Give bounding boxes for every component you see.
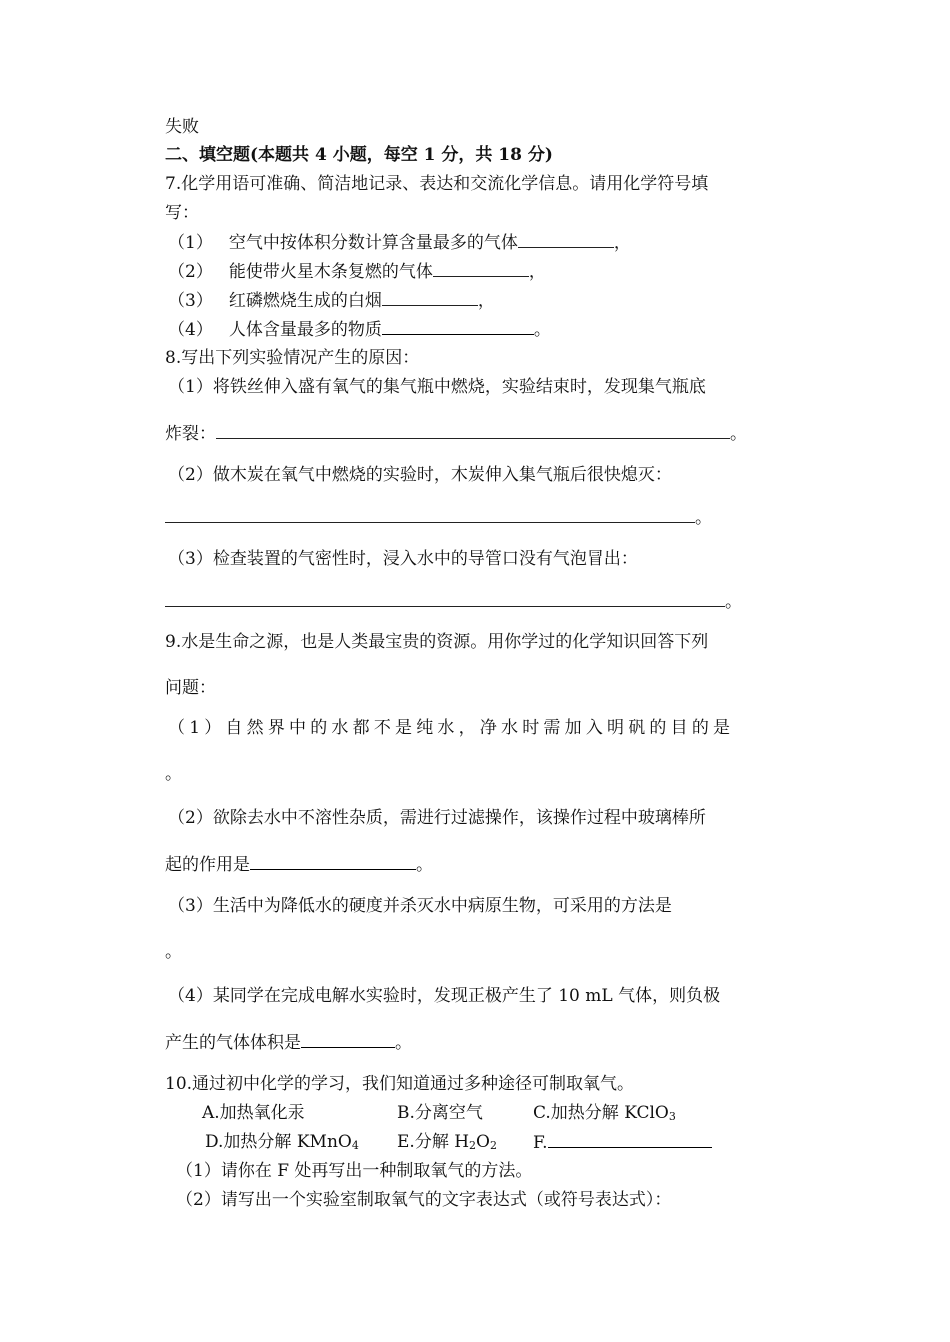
question-9-3: （3）生活中为降低水的硬度并杀灭水中病原生物，可采用的方法是 <box>168 896 672 916</box>
answer-blank[interactable] <box>518 230 614 248</box>
answer-blank[interactable] <box>548 1130 712 1148</box>
question-10-1: （1）请你在 F 处再写出一种制取氧气的方法。 <box>176 1161 533 1181</box>
punct: 。 <box>695 508 712 528</box>
punct: 。 <box>395 1033 412 1053</box>
option-e <box>397 1130 497 1158</box>
question-8-1-answer-line <box>165 421 747 446</box>
question-9-2: （2）欲除去水中不溶性杂质，需进行过滤操作，该操作过程中玻璃棒所 <box>168 808 706 828</box>
subscript: 4 <box>351 1139 359 1152</box>
answer-blank[interactable] <box>382 317 534 335</box>
item-text: 红磷燃烧生成的白烟 <box>228 291 382 311</box>
option-d-text: D.加热分解 KMnO <box>205 1132 352 1152</box>
item-text: 人体含量最多的物质 <box>228 320 382 340</box>
question-7-2 <box>168 259 546 284</box>
subscript: 3 <box>668 1110 676 1123</box>
punct: 。 <box>725 592 742 612</box>
question-8-1: （1）将铁丝伸入盛有氧气的集气瓶中燃烧，实验结束时，发现集气瓶底 <box>168 377 706 397</box>
question-7-3 <box>168 288 495 313</box>
option-e-text: E.分解 H <box>397 1132 470 1152</box>
question-9-3-end: 。 <box>165 942 182 962</box>
option-f-text: F. <box>533 1133 548 1153</box>
punct: 。 <box>533 320 551 340</box>
answer-blank[interactable] <box>216 421 730 439</box>
answer-blank[interactable] <box>433 259 529 277</box>
question-9-stem: 9.水是生命之源，也是人类最宝贵的资源。用你学过的化学知识回答下列 <box>165 632 709 652</box>
question-10-stem: 10.通过初中化学的学习，我们知道通过多种途径可制取氧气。 <box>165 1074 635 1094</box>
subscript: 2 <box>469 1139 477 1152</box>
question-9-4: （4）某同学在完成电解水实验时，发现正极产生了 10 mL 气体，则负极 <box>168 986 721 1006</box>
subscript: 2 <box>489 1139 497 1152</box>
item-number: （2） <box>168 262 213 282</box>
item-text: 空气中按体积分数计算含量最多的气体 <box>228 233 518 253</box>
question-7-4 <box>168 317 551 342</box>
question-7-1 <box>168 230 631 255</box>
question-8-2-answer-line <box>165 505 712 530</box>
punct: 。 <box>730 424 747 444</box>
question-8-3-answer-line <box>165 589 742 614</box>
question-8-2: （2）做木炭在氧气中燃烧的实验时，木炭伸入集气瓶后很快熄灭： <box>168 465 672 485</box>
question-9-stem-cont: 问题： <box>165 678 216 698</box>
question-9-4-answer-line <box>165 1030 412 1055</box>
option-e-text-2: O <box>476 1132 490 1152</box>
answer-blank[interactable] <box>382 288 478 306</box>
punct: 。 <box>416 855 433 875</box>
question-10-2: （2）请写出一个实验室制取氧气的文字表达式（或符号表达式）： <box>176 1190 672 1210</box>
answer-blank[interactable] <box>165 589 725 607</box>
answer-blank[interactable] <box>301 1030 395 1048</box>
punct: ， <box>613 233 631 253</box>
option-d <box>205 1130 359 1158</box>
question-9-1: （1）自然界中的水都不是纯水，净水时需加入明矾的目的是 <box>168 718 735 738</box>
option-a: A.加热氧化汞 <box>202 1103 305 1123</box>
section-heading: 二、填空题(本题共 4 小题，每空 1 分，共 18 分) <box>165 145 553 165</box>
answer-blank[interactable] <box>250 852 416 870</box>
item-text: 起的作用是 <box>165 855 250 875</box>
option-b: B.分离空气 <box>397 1103 483 1123</box>
item-number: （4） <box>168 320 213 340</box>
item-text: 产生的气体体积是 <box>165 1033 301 1053</box>
answer-blank[interactable] <box>165 505 695 523</box>
punct: ， <box>477 291 495 311</box>
question-9-2-answer-line <box>165 852 433 877</box>
item-text: 能使带火星木条复燃的气体 <box>228 262 433 282</box>
punct: ， <box>528 262 546 282</box>
question-9-1-end: 。 <box>165 764 182 784</box>
option-f <box>533 1130 712 1155</box>
question-7-stem-cont: 写： <box>165 203 199 223</box>
item-number: （1） <box>168 233 213 253</box>
question-8-3: （3）检查装置的气密性时，浸入水中的导管口没有气泡冒出： <box>168 549 638 569</box>
fragment-text: 失败 <box>165 117 199 137</box>
item-text: 炸裂： <box>165 424 216 444</box>
question-8-stem: 8.写出下列实验情况产生的原因： <box>165 348 420 368</box>
item-number: （3） <box>168 291 213 311</box>
option-c <box>533 1101 676 1129</box>
question-7-stem: 7.化学用语可准确、简洁地记录、表达和交流化学信息。请用化学符号填 <box>165 174 709 194</box>
option-c-text: C.加热分解 KClO <box>533 1103 669 1123</box>
